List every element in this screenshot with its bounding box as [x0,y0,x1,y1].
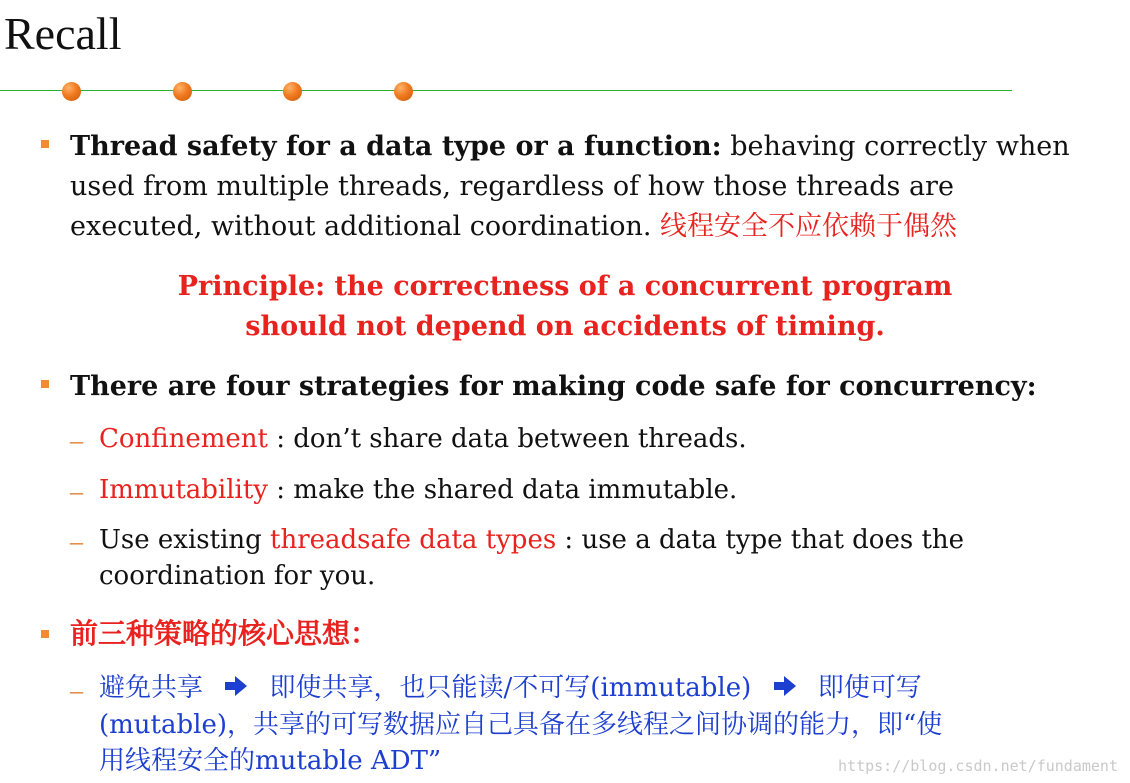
watermark-url: https://blog.csdn.net/fundament [838,757,1118,775]
strategy-name: threadsafe data types [270,525,557,555]
square-bullet-icon [41,380,49,388]
strategies-heading: There are four strategies for making code safe for concurrency: [70,371,1037,402]
strategy-desc: : make the shared data immutable. [268,475,738,505]
core-idea-part2: 即使共享，也只能读/不可写(immutable) [269,673,752,703]
strategy-desc-line2: coordination for you. [99,561,376,591]
right-arrow-icon [223,671,249,707]
thread-safety-definition [70,127,1120,247]
thread-safety-note-cn: 线程安全不应依赖于偶然 [660,211,958,242]
core-idea-heading: 前三种策略的核心思想： [70,617,379,650]
core-idea-part3: 即使可写 [817,673,922,703]
strategy-name: Immutability [99,475,268,505]
square-bullet-icon [41,140,49,148]
strategy-desc: : use a data type that does the [556,525,965,555]
core-idea-part1: 避免共享 [99,673,204,703]
dash-bullet-icon: – [70,527,83,556]
orange-dot-icon [394,82,413,101]
dash-bullet-icon: – [70,426,83,455]
principle-line2: should not depend on accidents of timing. [245,311,885,342]
strategy-immutability [99,472,737,508]
right-arrow-icon [772,671,798,707]
strategy-threadsafe-types [99,522,964,594]
strategy-desc: : don’t share data between threads. [268,424,747,454]
title-divider [0,90,1012,91]
strategy-prefix: Use existing [99,525,271,555]
thread-safety-term: Thread safety for a data type or a function: [70,131,722,162]
thread-safety-definition-line1: behaving correctly when [721,131,1070,162]
square-bullet-icon [41,630,49,638]
strategy-name: Confinement [99,424,268,454]
thread-safety-definition-line2: used from multiple threads, regardless of how those threads are [70,171,954,202]
core-idea-line3: 用线程安全的mutable ADT” [99,746,442,776]
principle-line1: Principle: the correctness of a concurrent program [177,271,953,302]
orange-dot-icon [283,82,302,101]
slide-title: Recall [4,8,122,59]
dash-bullet-icon: – [70,676,83,705]
orange-dot-icon [62,82,81,101]
strategy-confinement [99,421,747,457]
orange-dot-icon [173,82,192,101]
dash-bullet-icon: – [70,477,83,506]
thread-safety-definition-line3: executed, without additional coordination. [70,211,661,242]
core-idea-line2: (mutable)，共享的可写数据应自己具备在多线程之间协调的能力，即“使 [99,710,943,740]
